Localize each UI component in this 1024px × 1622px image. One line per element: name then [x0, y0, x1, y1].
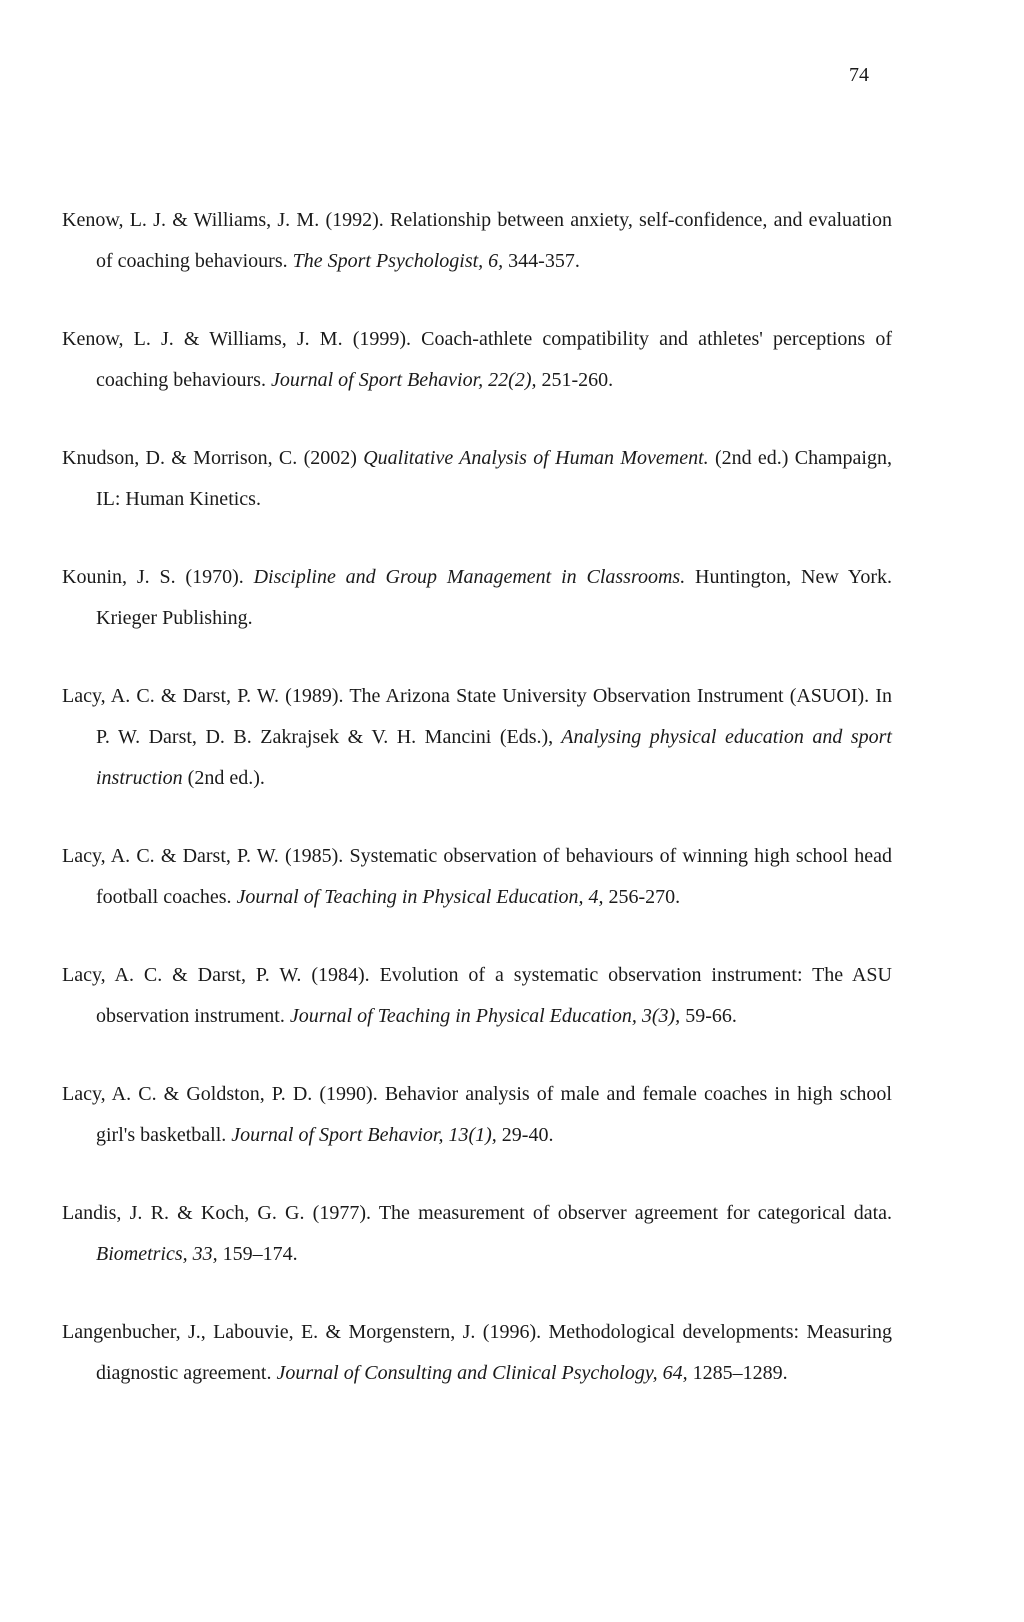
reference-list [62, 200, 892, 1431]
reference-entry [62, 1074, 892, 1156]
reference-source: Analysing physical education and sport instruction [96, 726, 892, 789]
reference-pages: 256-270. [603, 886, 681, 908]
reference-source: Journal of Consulting and Clinical Psychology, 64, [271, 1362, 688, 1384]
reference-entry [62, 836, 892, 918]
reference-pages: (2nd ed.). [182, 767, 265, 789]
reference-title: Evolution of a systematic observation instrument: The ASU observation instrument. [96, 964, 892, 1027]
reference-title: Systematic observation of behaviours of winning high school head football coaches. [96, 845, 893, 908]
reference-authors: Kenow, L. J. & Williams, J. M. (1992). [62, 209, 384, 231]
reference-pages: 251-260. [536, 369, 614, 391]
reference-title: Methodological developments: Measuring diagnostic agreement. [96, 1321, 892, 1384]
reference-entry [62, 200, 892, 282]
reference-entry [62, 319, 892, 401]
reference-pages: (2nd ed.) Champaign, IL: Human Kinetics. [96, 447, 892, 510]
reference-entry [62, 955, 892, 1037]
reference-entry [62, 557, 892, 639]
reference-pages: 344-357. [503, 250, 580, 272]
reference-pages: 29-40. [496, 1124, 554, 1146]
reference-title: Behavior analysis of male and female coaches in high school girl's basketball. [96, 1083, 892, 1146]
reference-pages: 159–174. [217, 1243, 298, 1265]
reference-pages: 59-66. [680, 1005, 737, 1027]
reference-source: The Sport Psychologist, 6, [287, 250, 504, 272]
reference-entry [62, 1312, 892, 1394]
reference-source: Discipline and Group Management in Classrooms. [243, 566, 686, 588]
reference-source: Journal of Teaching in Physical Education, 4, [231, 886, 604, 908]
reference-source: Journal of Teaching in Physical Education, 3(3), [284, 1005, 681, 1027]
page-number: 74 [849, 64, 869, 86]
reference-pages: 1285–1289. [687, 1362, 788, 1384]
reference-entry [62, 1193, 892, 1275]
reference-authors: Kounin, J. S. (1970). [62, 566, 244, 588]
reference-authors: Lacy, A. C. & Darst, P. W. (1984). [62, 964, 370, 986]
reference-pages: Huntington, New York. Krieger Publishing. [96, 566, 892, 629]
reference-entry [62, 438, 892, 520]
reference-authors: Lacy, A. C. & Darst, P. W. (1985). [62, 845, 344, 867]
reference-authors: Knudson, D. & Morrison, C. (2002) [62, 447, 357, 469]
reference-authors: Landis, J. R. & Koch, G. G. (1977). [62, 1202, 371, 1224]
reference-title: The Arizona State University Observation Instrument (ASUOI). In P. W. Darst, D. B. Zakrajsek & V. H. Mancini (Eds.), [96, 685, 892, 748]
reference-authors: Kenow, L. J. & Williams, J. M. (1999). [62, 328, 412, 350]
reference-authors: Lacy, A. C. & Goldston, P. D. (1990). [62, 1083, 378, 1105]
reference-title: The measurement of observer agreement for categorical data. [370, 1202, 893, 1224]
reference-entry [62, 676, 892, 799]
reference-source: Biometrics, 33, [96, 1243, 218, 1265]
reference-source: Qualitative Analysis of Human Movement. [356, 447, 709, 469]
reference-authors: Langenbucher, J., Labouvie, E. & Morgenstern, J. (1996). [62, 1321, 542, 1343]
reference-source: Journal of Sport Behavior, 22(2), [265, 369, 537, 391]
reference-title: Relationship between anxiety, self-confidence, and evaluation of coaching behaviours. [96, 209, 892, 272]
reference-source: Journal of Sport Behavior, 13(1), [226, 1124, 497, 1146]
reference-title: Coach-athlete compatibility and athletes' perceptions of coaching behaviours. [96, 328, 892, 391]
reference-authors: Lacy, A. C. & Darst, P. W. (1989). [62, 685, 344, 707]
